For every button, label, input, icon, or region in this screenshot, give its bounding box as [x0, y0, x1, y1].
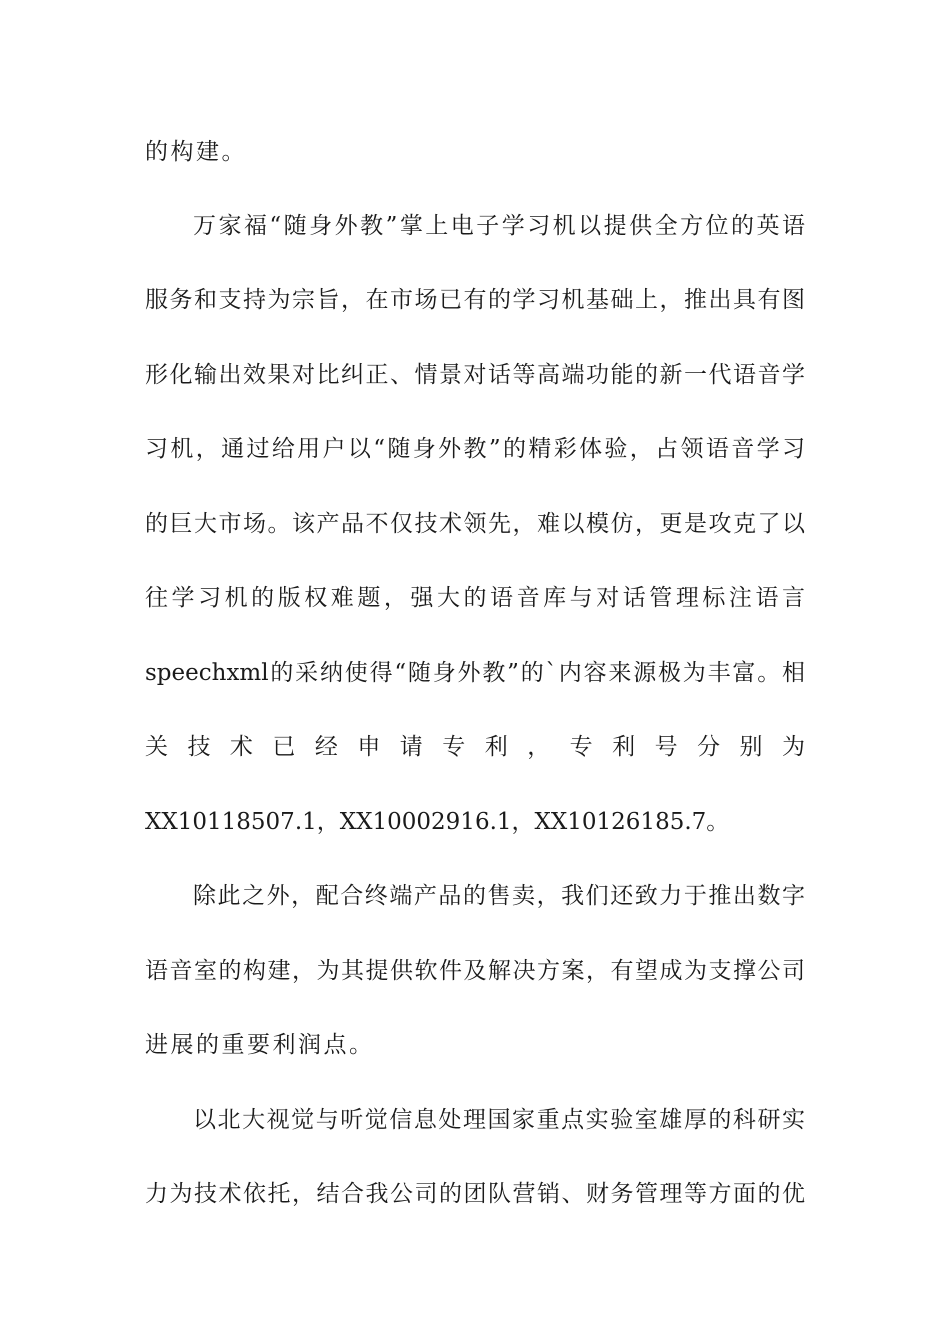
text-line-1: 的构建。	[145, 139, 247, 165]
text-line-11: 除此之外，配合终端产品的售卖，我们还致力于推出数字	[193, 883, 805, 909]
text-line-7: 往学习机的版权难题，强大的语音库与对话管理标注语言	[145, 585, 805, 611]
text-line-12: 语音室的构建，为其提供软件及解决方案，有望成为支撑公司	[145, 958, 805, 984]
text-line-6: 的巨大市场。该产品不仅技术领先，难以模仿，更是攻克了以	[145, 511, 805, 537]
text-line-3: 服务和支持为宗旨，在市场已有的学习机基础上，推出具有图	[145, 287, 805, 313]
text-line-10: XX10118507.1，XX10002916.1，XX10126185.7。	[145, 809, 730, 835]
text-line-4: 形化输出效果对比纠正、情景对话等高端功能的新一代语音学	[145, 362, 805, 388]
text-line-9: 关技术已经申请专利，专利号分别为	[145, 734, 805, 760]
text-line-5: 习机，通过给用户以“随身外教”的精彩体验，占领语音学习	[145, 436, 805, 462]
text-line-13: 进展的重要利润点。	[145, 1032, 375, 1058]
text-line-14: 以北大视觉与听觉信息处理国家重点实验室雄厚的科研实	[193, 1107, 805, 1133]
text-line-2: 万家福“随身外教”掌上电子学习机以提供全方位的英语	[193, 213, 805, 239]
text-line-15: 力为技术依托，结合我公司的团队营销、财务管理等方面的优	[145, 1181, 805, 1207]
text-line-8: speechxml的采纳使得“随身外教”的`内容来源极为丰富。相	[145, 660, 805, 686]
